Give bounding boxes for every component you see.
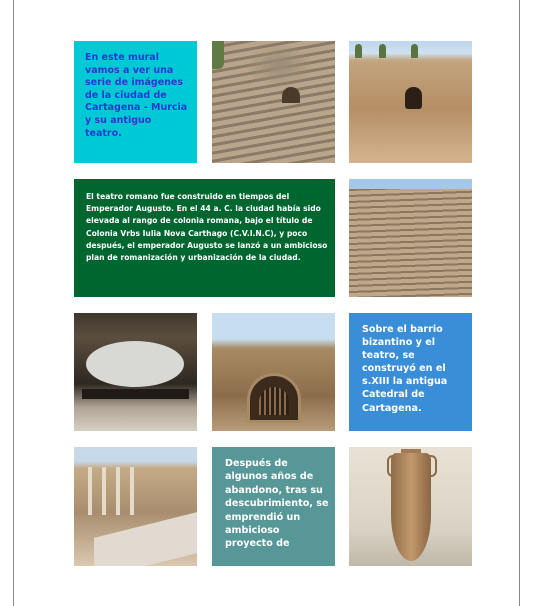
cypress-shape [411, 44, 418, 58]
cypress-shape [355, 44, 362, 58]
cathedral-text-tile [349, 313, 472, 431]
cavea-tunnel-photo [349, 41, 472, 163]
page-border-right [519, 0, 520, 606]
amphora-photo [349, 447, 472, 566]
theatre-ruins-photo [212, 41, 335, 163]
rediscovery-text: Después de algunos años de abandono, tras su descubrimiento, se emprendió un ambicioso proyecto de [225, 458, 329, 550]
grille-shape [259, 387, 289, 415]
column-shape [102, 467, 106, 515]
history-text-tile [74, 179, 335, 297]
intro-text-tile [74, 41, 197, 163]
orchestra-stage-photo [74, 313, 197, 431]
arch-shape [282, 87, 300, 103]
colonnade-photo [74, 447, 197, 566]
walkway-shape [94, 512, 197, 566]
column-shape [116, 467, 120, 515]
column-shape [130, 467, 134, 515]
page-border-left [13, 0, 14, 606]
seating-tiers-photo [349, 179, 472, 297]
amphora-shape [391, 453, 431, 561]
tree-shape [212, 41, 224, 69]
column-shape [88, 467, 92, 515]
cathedral-ruins-photo [212, 313, 335, 431]
intro-text: En este mural vamos a ver una serie de imágenes de la ciudad de Cartagena - Murcia y su antiguo teatro. [85, 52, 188, 139]
stage-front-shape [82, 389, 189, 399]
rediscovery-text-tile [212, 447, 335, 566]
cypress-shape [379, 44, 386, 58]
tunnel-opening-shape [405, 87, 422, 109]
cathedral-text: Sobre el barrio bizantino y el teatro, se construyó en el s.XIII la antigua Catedral de Cartagena. [362, 324, 448, 414]
history-text: El teatro romano fue construido en tiempos del Emperador Augusto. En el 44 a. C. la ciudad había sido elevada al rango de colonia romana, bajo el título de Colonia Vrbs Iulia Nova Carthago (C.V.I.N.C), y poco después, el emperador Augusto se lanzó a un ambicioso plan de romanización y urbanización de la ciudad. [86, 192, 328, 263]
stage-floor-shape [86, 341, 184, 387]
sky-strip [349, 179, 472, 189]
